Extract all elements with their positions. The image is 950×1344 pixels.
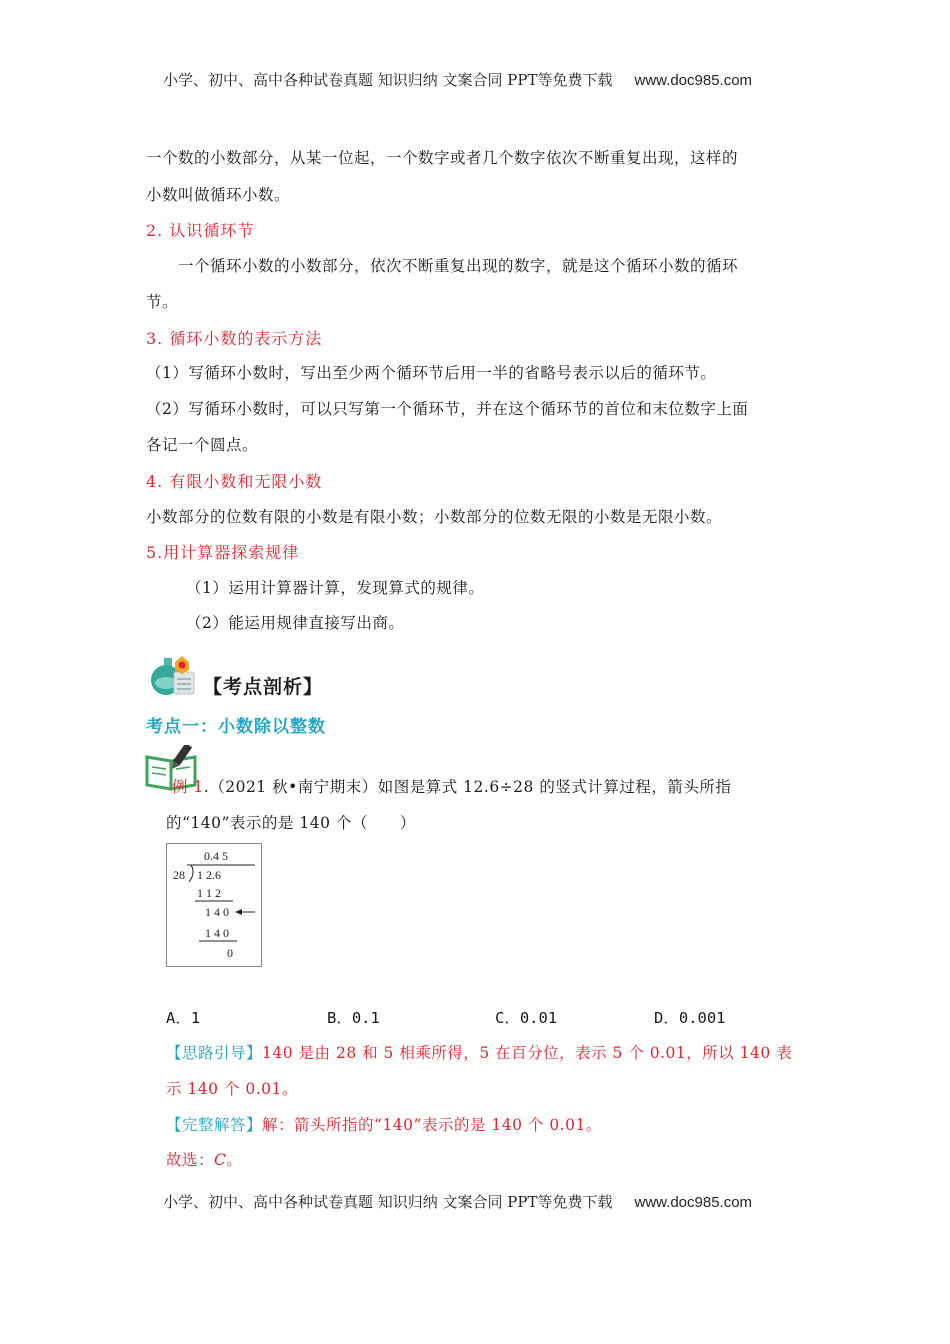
header-site-link[interactable]: www.doc985.com [634, 72, 753, 89]
header-text: 小学、初中、高中各种试卷真题 知识归纳 文案合同 PPT等免费下载 [163, 71, 613, 89]
paragraph-3-item-1: （1）写循环小数时，写出至少两个循环节后用一半的省略号表示以后的循环节。 [146, 364, 717, 382]
answer-label: 【完整解答】 [166, 1116, 263, 1134]
flask-icon [144, 652, 196, 698]
heading-4: 4. 有限小数和无限小数 [146, 472, 323, 491]
paragraph-5-item-2: （2）能运用规律直接写出商。 [186, 614, 405, 632]
option-c[interactable]: C．0.01 [495, 1009, 558, 1027]
page-header [163, 69, 752, 90]
section-title: 【考点剖析】 [203, 676, 324, 698]
hint-text-line-1: 140 是由 28 和 5 相乘所得，5 在百分位，表示 5 个 0.01，所以 140 表 [262, 1044, 793, 1062]
division-divisor: 28 [173, 868, 185, 882]
heading-5: 5.用计算器探索规律 [146, 543, 300, 562]
footer-site-link[interactable]: www.doc985.com [634, 1194, 753, 1211]
hint-label: 【思路引导】 [166, 1044, 263, 1062]
division-step-1: 1 1 2 [197, 886, 221, 900]
division-quotient: 0.4 5 [204, 849, 228, 863]
footer-text: 小学、初中、高中各种试卷真题 知识归纳 文案合同 PPT等免费下载 [163, 1193, 613, 1211]
choice-suffix: 。 [226, 1151, 243, 1169]
choice-value: C [214, 1151, 227, 1169]
hint-text-line-2: 示 140 个 0.01。 [166, 1080, 298, 1098]
point-heading: 考点一：小数除以整数 [146, 717, 326, 737]
option-a[interactable]: A．1 [166, 1009, 201, 1027]
choice-line [166, 1148, 242, 1170]
paragraph-5-item-1: （1）运用计算器计算，发现算式的规律。 [186, 579, 485, 597]
paragraph-2-line-2: 节。 [146, 293, 179, 311]
division-dividend: 1 2.6 [197, 868, 221, 882]
heading-3: 3. 循环小数的表示方法 [146, 329, 323, 348]
page-footer [163, 1191, 752, 1212]
choice-prefix: 故选： [166, 1151, 215, 1169]
paragraph-4: 小数部分的位数有限的小数是有限小数；小数部分的位数无限的小数是无限小数。 [146, 508, 723, 526]
paragraph-2-line-1: 一个循环小数的小数部分，依次不断重复出现的数字，就是这个循环小数的循环 [178, 257, 739, 275]
division-remainder: 0 [227, 946, 233, 960]
example-question-line-2: 的“140”表示的是 140 个（ ） [166, 814, 416, 832]
division-step-2: 1 4 0 [205, 905, 229, 919]
option-d[interactable]: D．0.001 [654, 1009, 726, 1027]
division-step-3: 1 4 0 [205, 926, 229, 940]
long-division-figure [166, 843, 262, 967]
answer-line [166, 1113, 602, 1135]
example-label: 例 1 [172, 778, 204, 796]
answer-text: 解：箭头所指的“140”表示的是 140 个 0.01。 [262, 1116, 602, 1134]
paragraph-3-item-2-line-2: 各记一个圆点。 [146, 436, 259, 454]
heading-2: 2. 认识循环节 [146, 221, 255, 240]
paragraph-1-line-1: 一个数的小数部分，从某一位起，一个数字或者几个数字依次不断重复出现，这样的 [146, 149, 739, 167]
hint-line-1 [166, 1041, 792, 1063]
example-question-line-1: .（2021 秋•南宁期末）如图是算式 12.6÷28 的竖式计算过程，箭头所指 [203, 778, 732, 796]
paragraph-3-item-2-line-1: （2）写循环小数时，可以只写第一个循环节，并在这个循环节的首位和末位数字上面 [146, 400, 749, 418]
option-b[interactable]: B．0.1 [327, 1009, 380, 1027]
example-line-1 [172, 775, 731, 797]
paragraph-1-line-2: 小数叫做循环小数。 [146, 186, 291, 204]
